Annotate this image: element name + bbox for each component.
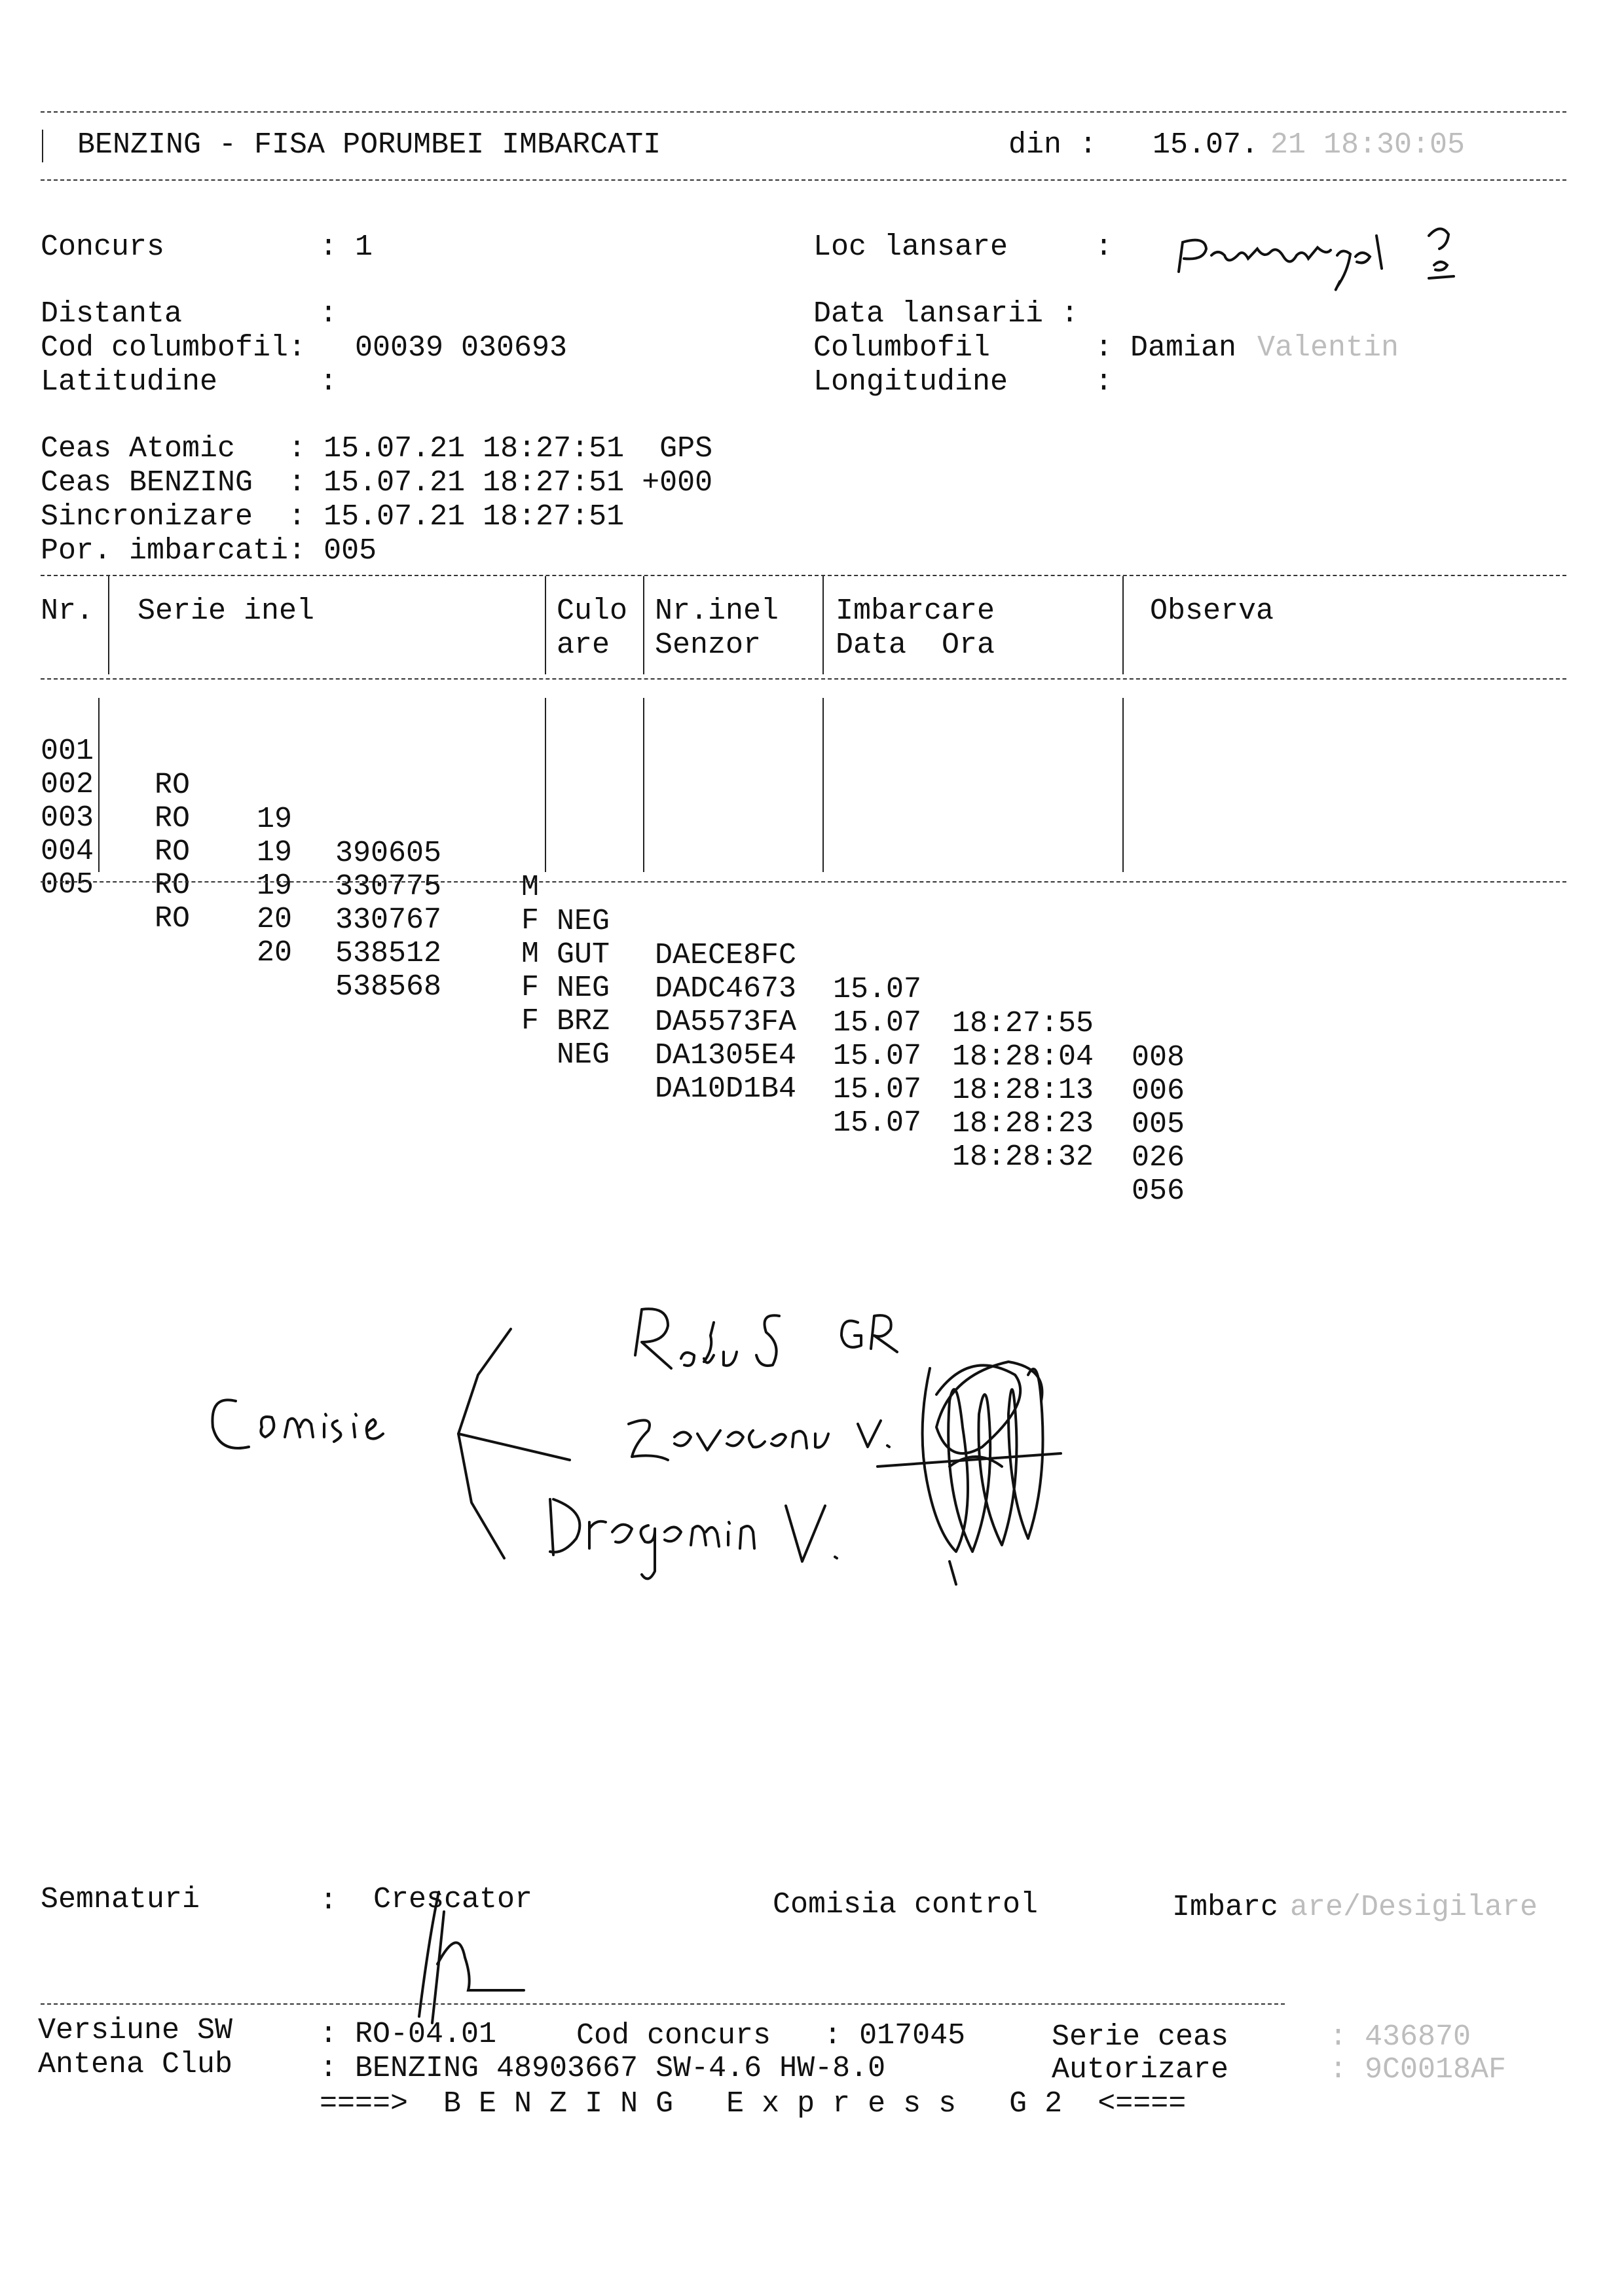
cell-data: 15.07 <box>833 1006 922 1040</box>
comisia-control-label: Comisia control <box>773 1888 1039 1922</box>
cell-ora: 18:28:13 <box>952 1074 1094 1107</box>
table-bottom-rule <box>41 881 1566 883</box>
cell-ora: 18:28:04 <box>952 1040 1094 1074</box>
concurs-label: Concurs <box>41 230 165 264</box>
columbofil-value: : Damian <box>1095 331 1237 365</box>
crescator-signature <box>393 1886 550 2030</box>
header-din-value-faint: 21 18:30:05 <box>1270 128 1466 162</box>
antena-club-value: : BENZING 48903667 SW-4.6 HW-8.0 <box>320 2052 886 2085</box>
versiune-sw-label: Versiune SW <box>38 2014 233 2047</box>
cell-culoare: NEG <box>557 905 610 938</box>
header-bottom-rule <box>41 179 1566 181</box>
cell-inel: 538512 <box>335 937 442 970</box>
cell-senzor: DA10D1B4 <box>655 1072 797 1106</box>
cell-obs: 005 <box>1132 1108 1185 1141</box>
cod-concurs: Cod concurs : 017045 <box>576 2019 966 2052</box>
table-col-border-2 <box>545 576 546 674</box>
header-top-rule <box>41 111 1566 113</box>
cell-an: 19 <box>257 869 293 903</box>
th-nr-inel-1: Nr.inel <box>655 594 779 628</box>
th-nr: Nr. <box>41 594 94 628</box>
cell-an: 20 <box>257 903 293 936</box>
commission-handwriting <box>196 1296 1179 1663</box>
cod-columbofil-value: 00039 030693 <box>355 331 568 365</box>
table-col-border-3 <box>643 576 644 674</box>
benzing-express-brand-line: ====> B E N Z I N G E x p r e s s G 2 <==== <box>320 2087 1187 2121</box>
cell-data: 15.07 <box>833 973 922 1006</box>
loc-lansare-sep: : <box>1095 230 1113 264</box>
table-col-border-1 <box>108 576 109 674</box>
loc-lansare-label: Loc lansare <box>813 230 1008 264</box>
cell-an: 19 <box>257 836 293 869</box>
cell-sex: F <box>521 971 540 1004</box>
th-nr-inel-2: Senzor <box>655 629 762 662</box>
header-din-label: din : <box>1008 128 1098 162</box>
sincronizare-line: Sincronizare : 15.07.21 18:27:51 <box>41 500 625 534</box>
cell-tara: RO <box>155 769 191 802</box>
cell-inel: 390605 <box>335 837 442 870</box>
cell-inel: 330775 <box>335 870 442 903</box>
cell-nr: 001 <box>41 735 94 768</box>
cell-nr: 004 <box>41 835 94 868</box>
cell-inel: 538568 <box>335 970 442 1004</box>
cell-culoare: GUT <box>557 938 610 972</box>
cell-sex: F <box>521 1004 540 1038</box>
cell-culoare: BRZ <box>557 1005 610 1038</box>
distanta-label: Distanta <box>41 297 183 331</box>
th-imbarcare-1: Imbarcare <box>836 594 995 628</box>
cell-tara: RO <box>155 802 191 835</box>
porumbei-imbarcati-line: Por. imbarcati: 005 <box>41 534 377 568</box>
loc-lansare-handwriting-svg <box>1166 210 1506 308</box>
serie-ceas-label: Serie ceas <box>1052 2020 1229 2054</box>
cell-nr: 003 <box>41 801 94 835</box>
cell-data: 15.07 <box>833 1040 922 1073</box>
cell-nr: 002 <box>41 768 94 801</box>
table-header-rule <box>41 678 1566 680</box>
antena-club-label: Antena Club <box>38 2048 233 2081</box>
cell-sex: M <box>521 871 540 904</box>
cell-tara: RO <box>155 835 191 869</box>
ceas-atomic-line: Ceas Atomic : 15.07.21 18:27:51 GPS <box>41 432 713 465</box>
th-serie-inel: Serie inel <box>138 594 315 628</box>
cell-data: 15.07 <box>833 1073 922 1106</box>
cell-senzor: DADC4673 <box>655 972 797 1006</box>
latitudine-sep: : <box>320 365 338 399</box>
cell-obs: 008 <box>1132 1041 1185 1074</box>
cell-obs: 006 <box>1132 1074 1185 1108</box>
concurs-value: : 1 <box>320 230 373 264</box>
cell-senzor: DAECE8FC <box>655 939 797 972</box>
th-imbarcare-2: Data Ora <box>836 629 995 662</box>
cell-obs: 056 <box>1132 1175 1185 1208</box>
th-culoare-1: Culo <box>557 594 628 628</box>
longitudine-label: Longitudine <box>813 365 1008 399</box>
cell-inel: 330767 <box>335 903 442 937</box>
longitudine-sep: : <box>1095 365 1113 399</box>
table-col-border-5 <box>1122 576 1124 674</box>
cell-senzor: DA1305E4 <box>655 1039 797 1072</box>
semnaturi-label: Semnaturi <box>41 1883 200 1916</box>
cell-senzor: DA5573FA <box>655 1006 797 1039</box>
cell-nr: 005 <box>41 868 94 902</box>
imbarcare-label-faint: are/Desigilare <box>1290 1891 1538 1924</box>
cell-an: 20 <box>257 936 293 970</box>
cell-sex: M <box>521 938 540 971</box>
data-lansarii-label: Data lansarii : <box>813 297 1079 331</box>
commission-handwriting-svg <box>196 1296 1179 1663</box>
cell-tara: RO <box>155 869 191 902</box>
table-top-rule <box>41 575 1566 576</box>
crescator-signature-svg <box>393 1886 550 2030</box>
autorizare-label: Autorizare <box>1052 2053 1229 2086</box>
cell-data: 15.07 <box>833 1106 922 1140</box>
cell-ora: 18:28:32 <box>952 1140 1094 1174</box>
cell-an: 19 <box>257 803 293 836</box>
cell-obs: 026 <box>1132 1141 1185 1175</box>
cell-culoare: NEG <box>557 1038 610 1072</box>
versiune-sw-value: : RO-04.01 <box>320 2018 497 2051</box>
imbarcare-label: Imbarc <box>1172 1891 1279 1924</box>
header-left-border <box>42 130 43 162</box>
th-culoare-2: are <box>557 629 610 662</box>
th-observatii: Observa <box>1150 594 1274 628</box>
cell-ora: 18:28:23 <box>952 1107 1094 1140</box>
autorizare-value-faint: : 9C0018AF <box>1329 2053 1507 2086</box>
ceas-benzing-line: Ceas BENZING : 15.07.21 18:27:51 +000 <box>41 466 713 500</box>
latitudine-label: Latitudine <box>41 365 218 399</box>
columbofil-value-faint: Valentin <box>1257 331 1399 365</box>
cell-ora: 18:27:55 <box>952 1007 1094 1040</box>
loc-lansare-handwritten <box>1166 210 1506 308</box>
semnaturi-sep: : <box>320 1884 338 1918</box>
distanta-sep: : <box>320 297 338 331</box>
crescator-label: Crescator <box>373 1883 533 1916</box>
cell-culoare: NEG <box>557 972 610 1005</box>
header-title: BENZING - FISA PORUMBEI IMBARCATI <box>77 128 661 162</box>
table-col-border-4 <box>822 576 824 674</box>
columbofil-label: Columbofil <box>813 331 991 365</box>
signatures-rule <box>41 2003 1285 2005</box>
header-din-value: 15.07. <box>1153 128 1259 162</box>
cell-tara: RO <box>155 902 191 936</box>
cell-sex: F <box>521 904 540 938</box>
serie-ceas-value-faint: : 436870 <box>1329 2020 1471 2054</box>
cod-columbofil-label: Cod columbofil: <box>41 331 306 365</box>
